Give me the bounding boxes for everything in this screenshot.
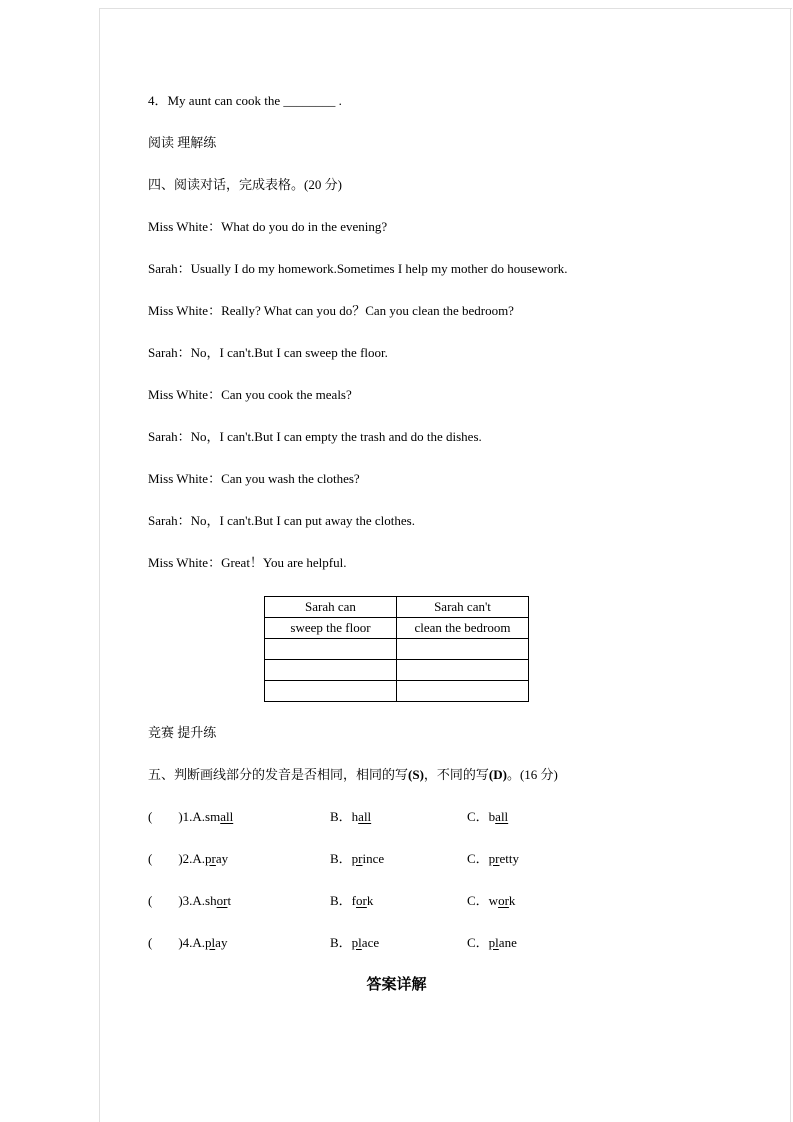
word-part: t: [227, 893, 232, 908]
table-row: [265, 660, 529, 681]
section5-title: [148, 766, 645, 783]
word-underlined: or: [216, 893, 228, 908]
word-underlined: all: [220, 809, 234, 824]
section5-title-part: ，不同的写: [423, 767, 489, 782]
phonics-option-b: [330, 808, 467, 825]
word-underlined: pr: [351, 851, 363, 866]
word-part: h: [351, 809, 359, 824]
phonics-row-2: [148, 850, 645, 867]
option-prefix: B．: [330, 809, 352, 824]
section5-s-mark: (S): [408, 767, 424, 782]
phonics-option-b: [330, 892, 467, 909]
phonics-option-c: [467, 892, 645, 909]
option-prefix: C．: [467, 935, 489, 950]
word-part: b: [488, 809, 496, 824]
option-prefix: C．: [467, 893, 489, 908]
table-cell: sweep the floor: [265, 618, 397, 639]
phonics-row-1: [148, 808, 645, 825]
word-underlined: or: [356, 893, 367, 908]
table-cell-empty: [265, 660, 397, 681]
word-part: w: [488, 893, 499, 908]
word-part: etty: [499, 851, 520, 866]
sarah-can-table: [264, 596, 529, 702]
phonics-option-c: [467, 850, 645, 867]
word-part: sh: [205, 893, 217, 908]
dialogue-line: Sarah：No，I can't.But I can empty the trash and do the dishes.: [148, 429, 482, 444]
phonics-option-a: [148, 850, 330, 867]
phonics-option-b: [330, 934, 467, 951]
table-cell-empty: [265, 681, 397, 702]
dialogue-line: Sarah：Usually I do my homework.Sometimes I help my mother do housework.: [148, 261, 568, 276]
option-prefix: C．: [467, 851, 489, 866]
table-header-cell: Sarah can: [265, 597, 397, 618]
section-label-reading: 阅读 理解练: [148, 135, 217, 150]
document-content: [148, 92, 645, 994]
word-part: k: [366, 893, 374, 908]
table-header-row: [265, 597, 529, 618]
dialogue-line: Miss White：Really? What can you do？Can you clean the bedroom?: [148, 303, 514, 318]
word-part: sm: [205, 809, 221, 824]
dialogue-line: Miss White：Can you wash the clothes?: [148, 471, 360, 486]
page-edge-right: [790, 8, 791, 1122]
dialogue-line: Miss White：What do you do in the evening?: [148, 219, 388, 234]
word-part: f: [351, 893, 357, 908]
phonics-option-b: [330, 850, 467, 867]
dialogue-line: Sarah：No，I can't.But I can sweep the floor.: [148, 345, 388, 360]
option-prefix: C．: [467, 809, 489, 824]
section-label-contest: 竞赛 提升练: [148, 725, 217, 740]
phonics-option-c: [467, 808, 645, 825]
word-part: ace: [361, 935, 380, 950]
word-underlined: pr: [205, 851, 216, 866]
phonics-row-4: [148, 934, 645, 951]
phonics-option-a: [148, 934, 330, 951]
section5-title-part: 。(16 分): [506, 767, 558, 782]
option-prefix: ( )4.A.: [148, 935, 206, 950]
word-part: ane: [498, 935, 517, 950]
question-4-line: 4．My aunt can cook the ________ .: [148, 93, 342, 108]
option-prefix: B．: [330, 893, 352, 908]
phonics-row-3: [148, 892, 645, 909]
word-underlined: all: [358, 809, 372, 824]
table-row: [265, 639, 529, 660]
table-cell: clean the bedroom: [397, 618, 529, 639]
word-underlined: or: [498, 893, 509, 908]
option-prefix: ( )3.A.: [148, 893, 206, 908]
dialogue-line: Sarah：No，I can't.But I can put away the clothes.: [148, 513, 415, 528]
section5-d-mark: (D): [488, 767, 507, 782]
option-prefix: B．: [330, 935, 352, 950]
word-underlined: pl: [351, 935, 362, 950]
dialogue-line: Miss White：Great！You are helpful.: [148, 555, 347, 570]
dialogue-line: Miss White：Can you cook the meals?: [148, 387, 352, 402]
word-part: ay: [215, 935, 228, 950]
section4-title: 四、阅读对话，完成表格。(20 分): [148, 177, 342, 192]
phonics-option-a: [148, 892, 330, 909]
section5-title-part: 五、判断画线部分的发音是否相同，相同的写: [148, 767, 409, 782]
phonics-option-a: [148, 808, 330, 825]
table-header-cell: Sarah can't: [397, 597, 529, 618]
phonics-option-c: [467, 934, 645, 951]
word-part: ince: [362, 851, 385, 866]
word-underlined: all: [495, 809, 509, 824]
table-row: [265, 618, 529, 639]
word-part: k: [508, 893, 516, 908]
option-prefix: B．: [330, 851, 352, 866]
table-cell-empty: [265, 639, 397, 660]
table-cell-empty: [397, 681, 529, 702]
answer-section-heading: 答案详解: [366, 977, 427, 993]
table-row: [265, 681, 529, 702]
page-edge-top: [99, 8, 792, 9]
option-prefix: ( )1.A.: [148, 809, 206, 824]
page-edge-left: [99, 8, 100, 1122]
option-prefix: ( )2.A.: [148, 851, 206, 866]
table-cell-empty: [397, 660, 529, 681]
table-cell-empty: [397, 639, 529, 660]
word-part: ay: [215, 851, 229, 866]
word-underlined: pl: [205, 935, 216, 950]
word-underlined: pr: [488, 851, 500, 866]
word-underlined: pl: [488, 935, 499, 950]
